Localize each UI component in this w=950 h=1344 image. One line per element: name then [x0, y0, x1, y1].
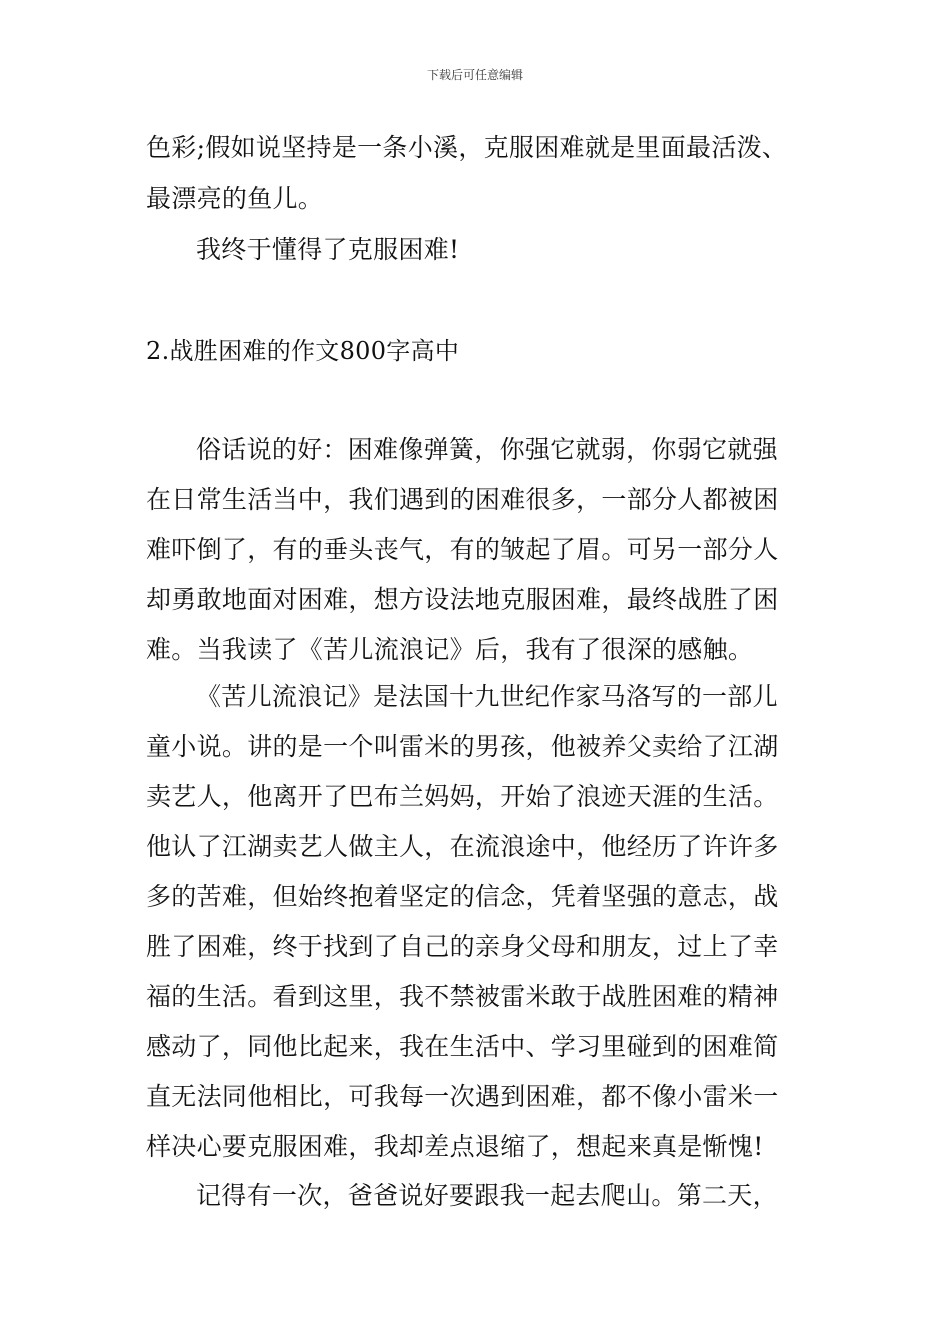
text-line: 记得有一次，爸爸说好要跟我一起去爬山。第二天， [196, 1181, 778, 1210]
text-line: 直无法同他相比，可我每一次遇到困难，都不像小雷米一 [146, 1082, 779, 1111]
text-line: 难吓倒了，有的垂头丧气，有的皱起了眉。可另一部分人 [146, 535, 779, 564]
text-line: 胜了困难，终于找到了自己的亲身父母和朋友，过上了幸 [146, 932, 779, 961]
text-line: 《苦儿流浪记》是法国十九世纪作家马洛写的一部儿 [196, 682, 778, 711]
text-line: 卖艺人，他离开了巴布兰妈妈，开始了浪迹天涯的生活。 [146, 782, 779, 811]
page-header: 下载后可任意编辑 [426, 68, 523, 82]
text-line: 多的苦难，但始终抱着坚定的信念，凭着坚强的意志，战 [146, 882, 779, 911]
text-line: 感动了，同他比起来，我在生活中、学习里碰到的困难简 [146, 1032, 779, 1061]
text-line: 最漂亮的鱼儿。 [146, 184, 324, 213]
text-line: 我终于懂得了克服困难! [196, 235, 460, 264]
text-line: 却勇敢地面对困难，想方设法地克服困难，最终战胜了困 [146, 585, 779, 614]
text-line: 俗话说的好：困难像弹簧，你强它就弱，你弱它就强 [196, 435, 778, 464]
text-line: 他认了江湖卖艺人做主人，在流浪途中，他经历了许许多 [146, 832, 779, 861]
text-line: 福的生活。看到这里，我不禁被雷米敢于战胜困难的精神 [146, 982, 779, 1011]
text-line: 童小说。讲的是一个叫雷米的男孩，他被养父卖给了江湖 [146, 732, 779, 761]
text-line: 样决心要克服困难，我却差点退缩了，想起来真是惭愧! [146, 1132, 764, 1161]
text-line: 色彩;假如说坚持是一条小溪，克服困难就是里面最活泼、 [146, 133, 788, 162]
text-line: 在日常生活当中，我们遇到的困难很多，一部分人都被困 [146, 485, 779, 514]
text-line: 难。当我读了《苦儿流浪记》后，我有了很深的感触。 [146, 635, 754, 664]
section-heading: 2.战胜困难的作文800字高中 [146, 337, 460, 365]
